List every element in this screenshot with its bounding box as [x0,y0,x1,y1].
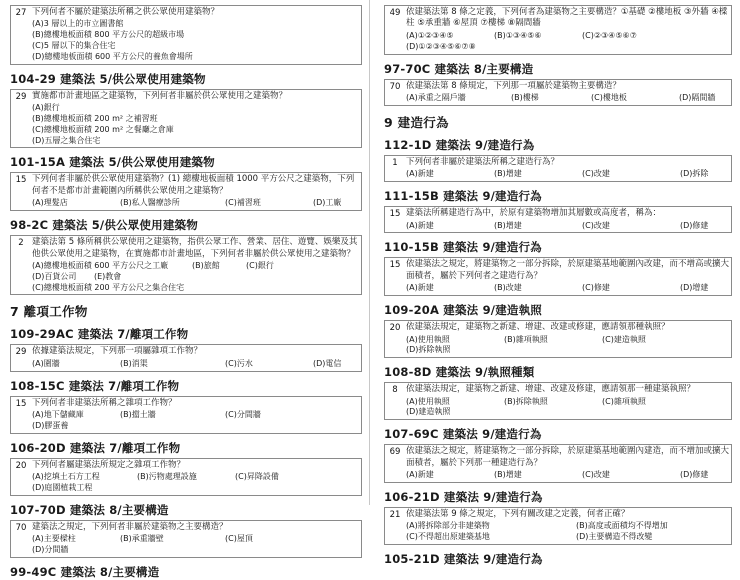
question-block [10,235,362,295]
question-stem: 依建築法第 8 條之定義，下列何者為建築物之主要構造？①基礎 ②樓地板 ③外牆 ④樑柱 ⑤承重牆 ⑥屋頂 ⑦樓梯 ⑧隔間牆 [406,7,728,29]
question-number: 15 [389,260,401,271]
question-block [10,396,362,434]
group-heading: 111-15B 建築法 9/建造行為 [384,189,542,204]
question-options [406,31,729,53]
question-number: 2 [18,238,24,249]
question-body [405,80,731,105]
option[interactable]: (B)高度或面積均不得增加 [576,521,668,531]
option[interactable]: (A)3 層以上的市立圖書館 [32,19,124,29]
question-number: 21 [389,509,401,520]
option[interactable]: (B)擋土牆 [120,410,156,420]
option[interactable]: (A)新建 [406,220,434,230]
option[interactable]: (B)承重牆壁 [120,534,164,544]
question-stem: 依建築法之規定，將建築物之一部分拆除，於原建築基地範圍內建造，而不增加或擴大面積者，屬於下列那一種建造行為？ [406,446,730,468]
option[interactable]: (A)使用執照 [406,396,450,406]
question-options [406,470,729,481]
option[interactable]: (D)工廠 [313,198,342,208]
question-body [405,258,731,295]
group-heading: 104-29 建築法 5/供公眾使用建築物 [10,71,206,86]
option[interactable]: (C)分間牆 [225,410,261,420]
group-heading: 97-70C 建築法 8/主要構造 [384,61,534,76]
group-heading: 108-15C 建築法 7/離項工作物 [10,378,180,393]
question-options [406,283,729,294]
question-options [406,335,729,357]
option[interactable]: (C)總樓地板面積 200 m² 之餐廳之倉庫 [32,124,174,134]
option[interactable]: (B)改建 [494,283,522,293]
option[interactable]: (D)①②③④⑤⑥⑦⑧ [406,41,476,51]
option[interactable]: (D)五層之集合住宅 [32,135,101,145]
option[interactable]: (A)地下儲藏庫 [32,410,84,420]
question-body [31,173,361,210]
option[interactable]: (B)樓梯 [511,93,539,102]
left-column [0,0,370,579]
option[interactable]: (C)污水 [225,358,253,368]
column-divider [369,0,370,505]
question-stem: 依建築法第 8 條規定，下列那一項屬於建築物主要構造？ [406,80,621,91]
option[interactable]: (C)屋頂 [225,534,253,544]
option[interactable]: (A)使用執照 [406,334,450,344]
option[interactable]: (A)新建 [406,283,434,293]
option[interactable]: (A)理髮店 [32,198,68,208]
option[interactable]: (A)銀行 [32,103,60,113]
option[interactable]: (B)總樓地板面積 200 m² 之補習班 [32,113,158,123]
option[interactable]: (A)將拆除部分非建築物 [406,521,490,531]
question-stem: 下列何者非屬於建築法所稱之建造行為？ [406,156,560,167]
question-block [384,155,732,182]
question-block [10,458,362,496]
group-heading: 106-21D 建築法 9/建造行為 [384,489,543,504]
section-heading: 7 離項工作物 [10,304,88,320]
group-heading: 101-15A 建築法 5/供公眾使用建築物 [10,155,215,170]
question-body [405,207,731,232]
option[interactable]: (C)改建 [582,220,610,230]
question-options [32,103,359,146]
option[interactable]: (C)銀行 [246,260,274,270]
option[interactable]: (C)建造執照 [602,334,646,344]
group-heading: 107-69C 建築法 9/建造行為 [384,427,542,442]
option[interactable]: (D)修建 [680,220,709,230]
question-block [10,89,362,149]
question-options [32,472,359,494]
question-options [32,534,359,556]
question-body [31,397,361,433]
question-options [406,521,729,543]
question-body [405,321,731,357]
question-options [406,169,729,180]
option[interactable]: (D)膠蛋養 [32,420,69,430]
option[interactable]: (B)總樓地板面積 800 平方公尺的超級市場 [32,30,185,40]
option[interactable]: (B)增建 [494,470,522,480]
question-options [32,198,359,209]
question-body [405,156,731,181]
question-number: 49 [389,8,401,18]
question-stem: 下列何者非建築法所稱之雜項工作物？ [32,397,177,408]
question-block [10,5,362,65]
group-heading: 110-15B 建築法 9/建造行為 [384,240,542,255]
option[interactable]: (A)承重之隔戶牆 [406,93,466,102]
question-number: 70 [389,81,401,92]
right-column [370,0,740,566]
question-body [405,445,731,482]
option[interactable]: (D)電信 [313,358,342,368]
question-block [10,520,362,558]
option[interactable]: (A)挖填土石方工程 [32,472,100,482]
question-stem: 下列何者非屬於供公眾使用建築物？(1) 總樓地板面積 1000 平方公尺之建築物，下列何者不是都市計畫範圍內所稱供公眾使用之建築物？ [32,174,355,196]
group-heading: 106-20D 建築法 7/離項工作物 [10,440,181,455]
question-block [384,507,732,545]
question-block [384,320,732,358]
option[interactable]: (D)增建 [680,283,709,293]
question-options [406,397,729,419]
option[interactable]: (C)樓地板 [591,93,627,102]
question-body [405,508,731,544]
question-number: 27 [15,8,27,18]
option[interactable]: (D)百貨公司 [32,271,77,281]
group-heading: 98-2C 建築法 5/供公眾使用建築物 [10,218,198,233]
option[interactable]: (A)圍牆 [32,358,60,368]
question-body [31,90,361,148]
option[interactable]: (A)總樓地板面積 600 平方公尺之工廠 [32,260,169,270]
option[interactable]: (D)隔間牆 [679,93,716,102]
question-options [406,221,729,232]
question-options [32,19,359,62]
question-block [384,79,732,106]
question-block [10,172,362,211]
option[interactable]: (D)拆除執照 [406,345,451,355]
question-options [32,410,359,432]
option[interactable]: (D)拆除 [680,169,709,179]
option[interactable]: (C)修建 [582,283,610,293]
question-body [31,521,361,557]
option[interactable]: (D)主要構造不得改變 [576,532,653,542]
question-number: 8 [392,385,398,396]
question-block [384,257,732,296]
question-body [31,236,361,294]
question-body [31,459,361,495]
option[interactable]: (B)增建 [494,169,522,179]
option[interactable]: (C)②③④⑤⑥⑦ [582,30,637,40]
option[interactable]: (E)教會 [94,271,122,281]
group-heading: 107-70D 建築法 8/主要構造 [10,502,169,517]
question-number: 1 [392,157,398,168]
question-stem: 依建築法第 9 條之規定，下列有關改建之定義，何者正確？ [406,508,630,519]
option[interactable]: (C)不得超出原建築基地 [406,532,490,542]
option[interactable]: (C)補習班 [225,198,261,208]
option[interactable]: (A)主要樑柱 [32,534,76,544]
option[interactable]: (A)新建 [406,470,434,480]
question-block [384,444,732,483]
option[interactable]: (B)增建 [494,220,522,230]
group-heading: 112-1D 建築法 9/建造行為 [384,137,535,152]
group-heading: 109-20A 建築法 9/建造執照 [384,303,542,318]
option-extra[interactable]: (C)總樓地板面積 200 平方公尺之集合住宅 [32,282,185,292]
question-stem: 下列何者不屬於建築法所稱之供公眾使用建築物？ [32,7,220,17]
question-stem: 依建築法規定，建築物之新建、增建、改建或修建，應請領那種執照？ [406,322,670,333]
question-stem: 依建築法之規定，將建築物之一部分拆除，於原建築基地範圍內改建，而不增高或擴大面積者，屬於下列何者之建造行為？ [406,259,730,281]
group-heading: 108-8D 建築法 9/執照種類 [384,365,535,380]
option[interactable]: (B)拆除執照 [504,396,548,406]
question-stem: 依據建築法規定，下列那一項屬雜項工作物？ [32,346,203,357]
option[interactable]: (D)庭園植栽工程 [32,482,93,492]
group-heading: 109-29AC 建築法 7/離項工作物 [10,327,189,342]
question-number: 15 [15,175,27,186]
option[interactable]: (B)旅館 [192,260,220,270]
question-stem: 建築法第 5 條所稱供公眾使用之建築物，指供公眾工作、營業、居住、遊覽、娛樂及其他供公眾使用之建築物，在實施都市計畫地區，下列何者非屬於供公眾使用之建築物？ [32,237,358,259]
option[interactable]: (D)總樓地板面積 600 平方公尺的養魚會場所 [32,51,193,61]
question-number: 20 [15,460,27,471]
question-stem: 實施都市計畫地區之建築物，下列何者非屬於供公眾使用之建築物？ [32,90,288,101]
option[interactable]: (D)修建 [680,470,709,480]
option[interactable]: (A)①②③④⑤ [406,30,454,40]
question-number: 20 [389,323,401,334]
question-body [31,6,361,64]
option[interactable]: (C)5 層以下的集合住宅 [32,41,116,51]
option[interactable]: (B)雜項執照 [504,334,548,344]
option[interactable]: (B)①③④⑤⑥ [494,30,542,40]
question-number: 70 [15,522,27,533]
group-heading: 105-21D 建築法 9/建造行為 [384,551,543,566]
question-options [406,93,729,104]
option[interactable]: (D)建造執照 [406,407,451,417]
question-body [31,345,361,370]
option[interactable]: (C)雜項執照 [602,396,646,406]
question-block [384,382,732,420]
question-number: 15 [389,209,401,220]
section-heading: 9 建造行為 [384,114,449,130]
option[interactable]: (A)新建 [406,169,434,179]
question-block [384,5,732,55]
question-block [384,206,732,233]
option[interactable]: (D)分間牆 [32,545,69,555]
question-body [405,383,731,419]
question-stem: 下列何者屬建築法所規定之雜項工作物？ [32,459,186,470]
question-body [405,6,731,54]
option[interactable]: (C)昇降設備 [235,472,279,482]
option[interactable]: (B)私人醫療診所 [120,198,180,208]
question-number: 15 [15,398,27,409]
group-heading: 99-49C 建築法 8/主要構造 [10,564,160,579]
question-options [32,261,359,293]
question-stem: 建築法所稱建造行為中，於原有建築物增加其層數或高度者，稱為： [406,208,662,219]
option[interactable]: (B)消渠 [120,358,148,368]
option[interactable]: (C)改建 [582,470,610,480]
question-options [32,359,359,370]
question-number: 29 [15,347,27,358]
option[interactable]: (B)污物處理設施 [137,472,197,482]
question-stem: 依建築法規定，建築物之新建、增建、改建及修建，應請領那一種建築執照？ [406,384,696,395]
question-number: 29 [15,91,27,102]
question-number: 69 [389,447,401,458]
option[interactable]: (C)改建 [582,169,610,179]
question-stem: 建築法之規定，下列何者非屬於建築物之主要構造？ [32,521,228,532]
question-block [10,344,362,371]
